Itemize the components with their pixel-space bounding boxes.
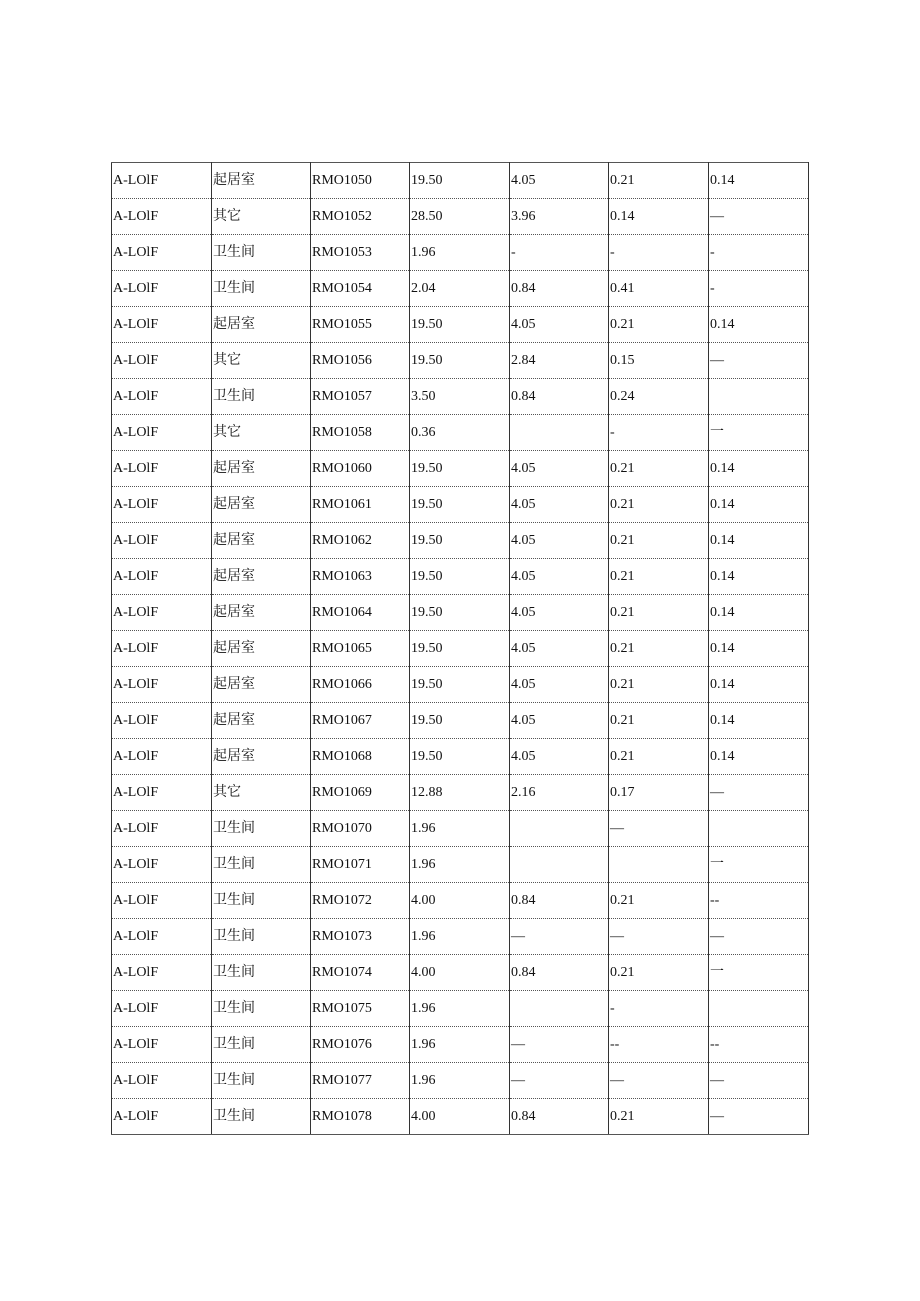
value-1-cell: 19.50 [410, 487, 510, 523]
value-2-cell: 0.84 [510, 271, 609, 307]
table-row [112, 703, 809, 739]
room-type-cell: 起居室 [212, 307, 311, 343]
zone-cell: A-LOlF [112, 343, 212, 379]
value-1-cell: 12.88 [410, 775, 510, 811]
value-1-cell: 1.96 [410, 1027, 510, 1063]
table-row [112, 307, 809, 343]
zone-cell: A-LOlF [112, 991, 212, 1027]
value-4-cell: 0.14 [709, 739, 809, 775]
room-type-cell: 起居室 [212, 523, 311, 559]
room-id-cell: RMO1077 [311, 1063, 410, 1099]
room-type-cell: 卫生间 [212, 271, 311, 307]
table-row [112, 1099, 809, 1135]
value-1-cell: 19.50 [410, 559, 510, 595]
room-id-cell: RMO1064 [311, 595, 410, 631]
value-4-cell: -- [709, 1027, 809, 1063]
value-4-cell: — [709, 1063, 809, 1099]
value-2-cell: 0.84 [510, 883, 609, 919]
room-type-cell: 卫生间 [212, 379, 311, 415]
value-3-cell: - [609, 415, 709, 451]
value-3-cell: 0.24 [609, 379, 709, 415]
room-data-table [111, 162, 809, 1135]
value-3-cell: — [609, 1063, 709, 1099]
table-row [112, 955, 809, 991]
value-3-cell: 0.15 [609, 343, 709, 379]
room-id-cell: RMO1066 [311, 667, 410, 703]
value-1-cell: 19.50 [410, 739, 510, 775]
value-2-cell: 3.96 [510, 199, 609, 235]
room-type-cell: 起居室 [212, 667, 311, 703]
room-id-cell: RMO1056 [311, 343, 410, 379]
value-2-cell: 4.05 [510, 307, 609, 343]
table-row [112, 1027, 809, 1063]
zone-cell: A-LOlF [112, 883, 212, 919]
value-1-cell: 4.00 [410, 955, 510, 991]
value-2-cell: 0.84 [510, 1099, 609, 1135]
room-id-cell: RMO1057 [311, 379, 410, 415]
zone-cell: A-LOlF [112, 1027, 212, 1063]
value-3-cell: 0.21 [609, 739, 709, 775]
room-id-cell: RMO1075 [311, 991, 410, 1027]
value-2-cell: 4.05 [510, 703, 609, 739]
value-2-cell [510, 991, 609, 1027]
room-id-cell: RMO1069 [311, 775, 410, 811]
value-2-cell: 4.05 [510, 523, 609, 559]
value-4-cell: — [709, 343, 809, 379]
value-1-cell: 19.50 [410, 667, 510, 703]
zone-cell: A-LOlF [112, 379, 212, 415]
value-3-cell: 0.21 [609, 703, 709, 739]
room-type-cell: 其它 [212, 415, 311, 451]
value-3-cell: 0.17 [609, 775, 709, 811]
zone-cell: A-LOlF [112, 739, 212, 775]
value-1-cell: 1.96 [410, 811, 510, 847]
value-2-cell: 0.84 [510, 955, 609, 991]
room-id-cell: RMO1070 [311, 811, 410, 847]
value-4-cell: 0.14 [709, 631, 809, 667]
table-row [112, 919, 809, 955]
value-2-cell: 4.05 [510, 667, 609, 703]
table-row [112, 343, 809, 379]
value-2-cell [510, 811, 609, 847]
value-2-cell: 4.05 [510, 559, 609, 595]
table-row [112, 559, 809, 595]
table-row [112, 883, 809, 919]
room-id-cell: RMO1052 [311, 199, 410, 235]
value-3-cell: 0.21 [609, 955, 709, 991]
room-id-cell: RMO1063 [311, 559, 410, 595]
zone-cell: A-LOlF [112, 523, 212, 559]
table-row [112, 451, 809, 487]
value-1-cell: 19.50 [410, 703, 510, 739]
value-3-cell: 0.21 [609, 667, 709, 703]
value-1-cell: 19.50 [410, 307, 510, 343]
zone-cell: A-LOlF [112, 1099, 212, 1135]
zone-cell: A-LOlF [112, 415, 212, 451]
table-row [112, 811, 809, 847]
value-1-cell: 1.96 [410, 1063, 510, 1099]
room-id-cell: RMO1065 [311, 631, 410, 667]
zone-cell: A-LOlF [112, 775, 212, 811]
value-3-cell: — [609, 919, 709, 955]
room-type-cell: 起居室 [212, 595, 311, 631]
value-3-cell: -- [609, 1027, 709, 1063]
value-1-cell: 19.50 [410, 631, 510, 667]
table-row [112, 775, 809, 811]
room-type-cell: 卫生间 [212, 883, 311, 919]
room-type-cell: 起居室 [212, 163, 311, 199]
value-4-cell: 0.14 [709, 307, 809, 343]
value-2-cell: — [510, 1063, 609, 1099]
value-2-cell: 4.05 [510, 739, 609, 775]
room-id-cell: RMO1067 [311, 703, 410, 739]
value-4-cell: — [709, 199, 809, 235]
zone-cell: A-LOlF [112, 847, 212, 883]
room-type-cell: 卫生间 [212, 991, 311, 1027]
table-row [112, 199, 809, 235]
room-type-cell: 卫生间 [212, 1027, 311, 1063]
value-4-cell: 0.14 [709, 487, 809, 523]
room-id-cell: RMO1055 [311, 307, 410, 343]
value-3-cell: 0.21 [609, 451, 709, 487]
value-3-cell: 0.14 [609, 199, 709, 235]
value-4-cell: 0.14 [709, 667, 809, 703]
value-1-cell: 1.96 [410, 919, 510, 955]
value-3-cell: 0.21 [609, 559, 709, 595]
zone-cell: A-LOlF [112, 595, 212, 631]
room-table-body [112, 163, 809, 1135]
value-2-cell [510, 415, 609, 451]
value-2-cell: 2.16 [510, 775, 609, 811]
value-1-cell: 0.36 [410, 415, 510, 451]
value-4-cell: 一 [709, 955, 809, 991]
value-4-cell: - [709, 271, 809, 307]
value-2-cell: - [510, 235, 609, 271]
value-2-cell: — [510, 919, 609, 955]
room-id-cell: RMO1060 [311, 451, 410, 487]
value-1-cell: 19.50 [410, 595, 510, 631]
table-row [112, 379, 809, 415]
value-4-cell: — [709, 919, 809, 955]
value-4-cell: -- [709, 883, 809, 919]
zone-cell: A-LOlF [112, 271, 212, 307]
room-id-cell: RMO1071 [311, 847, 410, 883]
room-type-cell: 起居室 [212, 739, 311, 775]
value-3-cell: 0.21 [609, 487, 709, 523]
value-1-cell: 4.00 [410, 883, 510, 919]
value-4-cell [709, 811, 809, 847]
zone-cell: A-LOlF [112, 559, 212, 595]
value-4-cell: — [709, 775, 809, 811]
value-1-cell: 19.50 [410, 163, 510, 199]
value-1-cell: 19.50 [410, 451, 510, 487]
value-1-cell: 3.50 [410, 379, 510, 415]
value-2-cell: 4.05 [510, 163, 609, 199]
value-1-cell: 1.96 [410, 235, 510, 271]
table-row [112, 271, 809, 307]
value-3-cell: 0.21 [609, 163, 709, 199]
room-id-cell: RMO1054 [311, 271, 410, 307]
value-1-cell: 19.50 [410, 523, 510, 559]
value-4-cell: 0.14 [709, 523, 809, 559]
value-3-cell [609, 847, 709, 883]
value-2-cell: 0.84 [510, 379, 609, 415]
room-type-cell: 卫生间 [212, 955, 311, 991]
value-2-cell: 4.05 [510, 595, 609, 631]
room-id-cell: RMO1053 [311, 235, 410, 271]
room-id-cell: RMO1076 [311, 1027, 410, 1063]
value-1-cell: 28.50 [410, 199, 510, 235]
value-4-cell: - [709, 235, 809, 271]
room-type-cell: 其它 [212, 343, 311, 379]
room-type-cell: 其它 [212, 199, 311, 235]
value-3-cell: 0.21 [609, 307, 709, 343]
room-id-cell: RMO1061 [311, 487, 410, 523]
room-type-cell: 卫生间 [212, 847, 311, 883]
value-1-cell: 2.04 [410, 271, 510, 307]
table-row [112, 415, 809, 451]
value-3-cell: 0.21 [609, 523, 709, 559]
value-2-cell [510, 847, 609, 883]
room-type-cell: 卫生间 [212, 811, 311, 847]
table-row [112, 595, 809, 631]
table-row [112, 1063, 809, 1099]
zone-cell: A-LOlF [112, 199, 212, 235]
value-4-cell: — [709, 1099, 809, 1135]
value-3-cell: 0.41 [609, 271, 709, 307]
zone-cell: A-LOlF [112, 1063, 212, 1099]
value-3-cell: 0.21 [609, 631, 709, 667]
room-type-cell: 卫生间 [212, 1099, 311, 1135]
value-3-cell: 0.21 [609, 1099, 709, 1135]
room-type-cell: 起居室 [212, 703, 311, 739]
room-type-cell: 起居室 [212, 631, 311, 667]
zone-cell: A-LOlF [112, 667, 212, 703]
zone-cell: A-LOlF [112, 487, 212, 523]
value-4-cell: 0.14 [709, 703, 809, 739]
room-id-cell: RMO1062 [311, 523, 410, 559]
room-id-cell: RMO1073 [311, 919, 410, 955]
value-4-cell: 一 [709, 847, 809, 883]
value-2-cell: 2.84 [510, 343, 609, 379]
value-2-cell: 4.05 [510, 631, 609, 667]
room-id-cell: RMO1072 [311, 883, 410, 919]
value-4-cell: 0.14 [709, 163, 809, 199]
zone-cell: A-LOlF [112, 955, 212, 991]
value-2-cell: — [510, 1027, 609, 1063]
table-row [112, 847, 809, 883]
room-type-cell: 卫生间 [212, 1063, 311, 1099]
zone-cell: A-LOlF [112, 919, 212, 955]
room-type-cell: 其它 [212, 775, 311, 811]
value-4-cell [709, 379, 809, 415]
room-id-cell: RMO1058 [311, 415, 410, 451]
room-id-cell: RMO1050 [311, 163, 410, 199]
zone-cell: A-LOlF [112, 307, 212, 343]
value-3-cell: - [609, 235, 709, 271]
table-row [112, 667, 809, 703]
zone-cell: A-LOlF [112, 811, 212, 847]
value-4-cell: 一 [709, 415, 809, 451]
room-id-cell: RMO1078 [311, 1099, 410, 1135]
room-id-cell: RMO1074 [311, 955, 410, 991]
zone-cell: A-LOlF [112, 631, 212, 667]
value-3-cell: 0.21 [609, 595, 709, 631]
table-row [112, 235, 809, 271]
value-4-cell: 0.14 [709, 559, 809, 595]
room-type-cell: 起居室 [212, 487, 311, 523]
value-2-cell: 4.05 [510, 487, 609, 523]
zone-cell: A-LOlF [112, 703, 212, 739]
value-1-cell: 4.00 [410, 1099, 510, 1135]
value-4-cell: 0.14 [709, 451, 809, 487]
room-type-cell: 卫生间 [212, 235, 311, 271]
value-3-cell: - [609, 991, 709, 1027]
value-3-cell: 0.21 [609, 883, 709, 919]
room-type-cell: 起居室 [212, 451, 311, 487]
table-row [112, 991, 809, 1027]
zone-cell: A-LOlF [112, 163, 212, 199]
value-4-cell [709, 991, 809, 1027]
value-1-cell: 1.96 [410, 847, 510, 883]
value-3-cell: — [609, 811, 709, 847]
room-id-cell: RMO1068 [311, 739, 410, 775]
table-row [112, 487, 809, 523]
value-1-cell: 1.96 [410, 991, 510, 1027]
table-row [112, 523, 809, 559]
room-type-cell: 卫生间 [212, 919, 311, 955]
room-type-cell: 起居室 [212, 559, 311, 595]
zone-cell: A-LOlF [112, 451, 212, 487]
zone-cell: A-LOlF [112, 235, 212, 271]
value-2-cell: 4.05 [510, 451, 609, 487]
table-row [112, 631, 809, 667]
table-row [112, 739, 809, 775]
table-row [112, 163, 809, 199]
value-4-cell: 0.14 [709, 595, 809, 631]
value-1-cell: 19.50 [410, 343, 510, 379]
